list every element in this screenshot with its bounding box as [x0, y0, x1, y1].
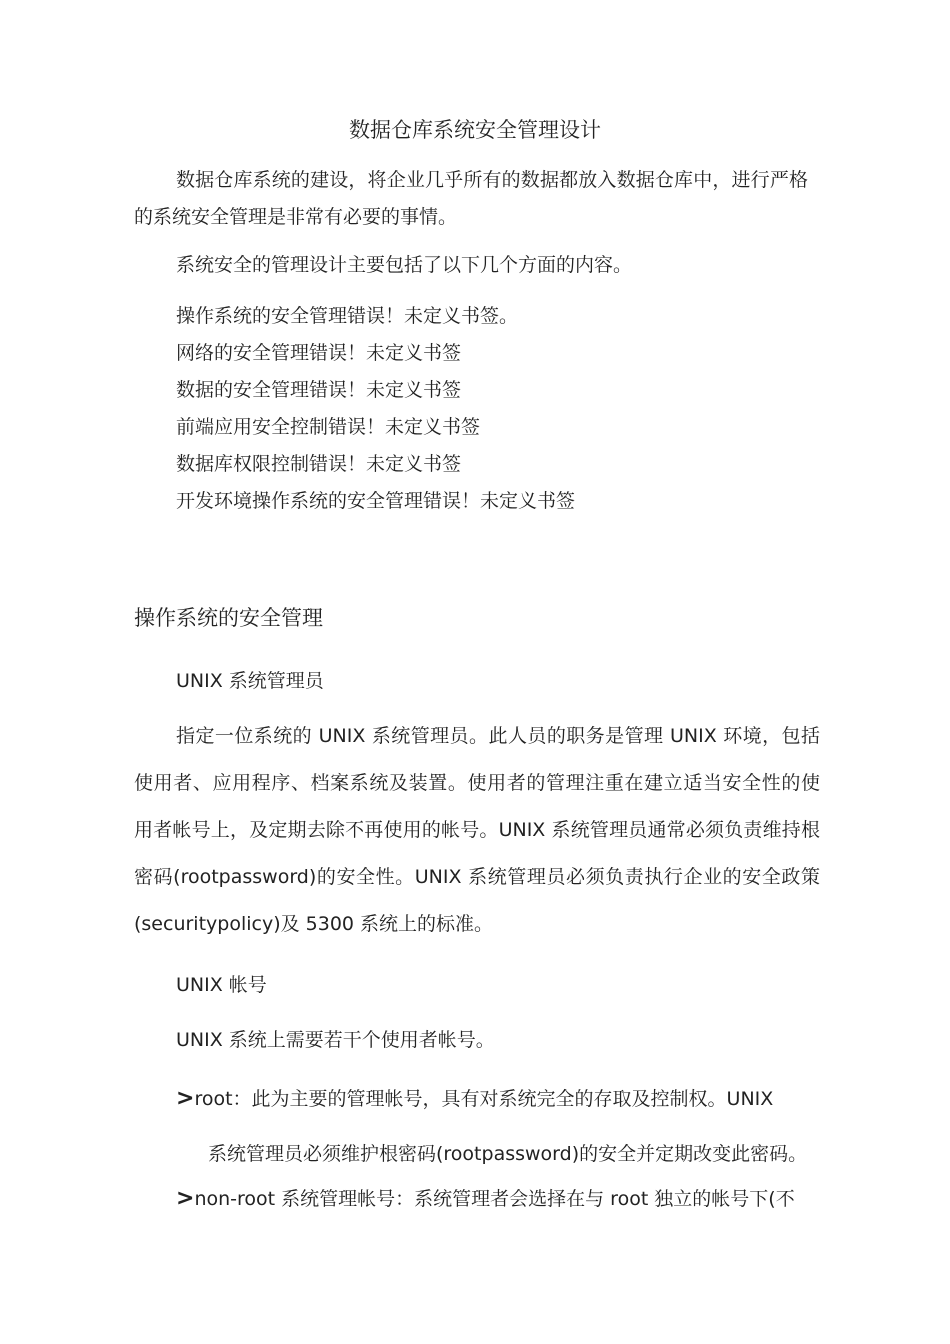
section-heading: 操作系统的安全管理 [134, 606, 323, 630]
paragraph-line: 使用者、应用程序、档案系统及装置。使用者的管理注重在建立适当安全性的使 [134, 772, 820, 794]
toc-item[interactable]: 数据的安全管理错误！未定义书签 [176, 379, 462, 401]
bullet-item-non-root [176, 1187, 795, 1211]
unix-account-paragraph: UNIX 系统上需要若干个使用者帐号。 [176, 1029, 495, 1051]
intro-paragraph-line-2: 的系统安全管理是非常有必要的事情。 [134, 206, 458, 228]
toc-item[interactable]: 操作系统的安全管理错误！未定义书签。 [176, 305, 519, 327]
document-title: 数据仓库系统安全管理设计 [349, 118, 601, 142]
bullet-item-root-continuation: 系统管理员必须维护根密码(rootpassword)的安全并定期改变此密码。 [208, 1143, 808, 1165]
paragraph-line: 用者帐号上，及定期去除不再使用的帐号。UNIX 系统管理员通常必须负责维持根 [134, 819, 820, 841]
intro-paragraph-line-3: 系统安全的管理设计主要包括了以下几个方面的内容。 [176, 254, 633, 276]
toc-item[interactable]: 数据库权限控制错误！未定义书签 [176, 453, 462, 475]
bullet-text: non-root 系统管理帐号：系统管理者会选择在与 root 独立的帐号下(不 [194, 1188, 795, 1210]
toc-item[interactable]: 前端应用安全控制错误！未定义书签 [176, 416, 481, 438]
bullet-item-root [176, 1087, 773, 1111]
bullet-arrow-icon: > [176, 1086, 195, 1111]
toc-item[interactable]: 网络的安全管理错误！未定义书签 [176, 342, 462, 364]
subheading-unix-account: UNIX 帐号 [176, 974, 267, 996]
toc-item[interactable]: 开发环境操作系统的安全管理错误！未定义书签 [176, 490, 576, 512]
paragraph-line: 指定一位系统的 UNIX 系统管理员。此人员的职务是管理 UNIX 环境，包括 [176, 725, 820, 747]
intro-paragraph-line-1: 数据仓库系统的建设，将企业几乎所有的数据都放入数据仓库中，进行严格 [176, 169, 808, 191]
bullet-text: root：此为主要的管理帐号，具有对系统完全的存取及控制权。UNIX [194, 1088, 774, 1110]
paragraph-line: 密码(rootpassword)的安全性。UNIX 系统管理员必须负责执行企业的安全政策 [134, 866, 820, 888]
bullet-arrow-icon: > [176, 1186, 195, 1211]
subheading-unix-admin: UNIX 系统管理员 [176, 670, 324, 692]
paragraph-line: (securitypolicy)及 5300 系统上的标准。 [134, 913, 494, 935]
